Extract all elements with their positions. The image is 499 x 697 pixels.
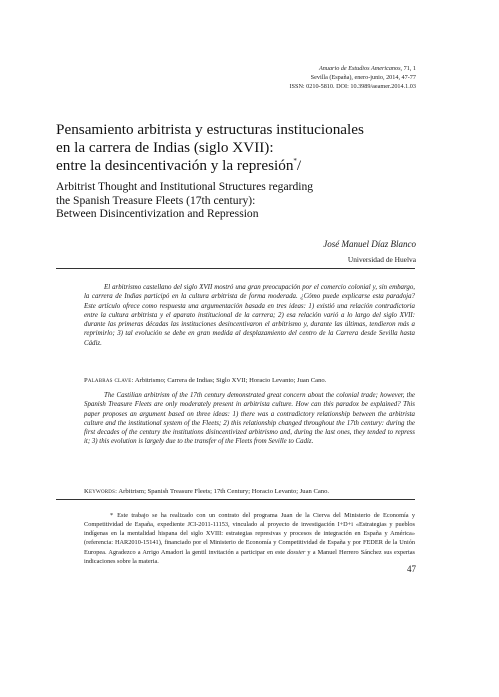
footnote-text-a: Este trabajo se ha realizado con un contrato del programa Juan de la Cierva del Ministerio de Economía y Competitividad de España, expediente JCI-2011-11153, vinculado al proyecto de investigación I+D+i «Estrategias y pueblos indígenas en la mentalidad hispana del siglo XVIII: estrategias represivas y procesos de integración en España y América» (referencia: HAR2010-15141), financiado por el Ministerio de Economía y Competitividad de España y por FEDER de la Unión Europea. Agradezco a Arrigo Amadori la gentil invitación a participar en este [84, 512, 415, 556]
journal-location-issue: Sevilla (España), enero-junio, 2014, 47-77 [310, 74, 416, 82]
author-affiliation: Universidad de Huelva [347, 255, 416, 264]
title-english-line-3: Between Disincentivization and Repression [56, 207, 259, 221]
keywords-spanish-text: Arbitrismo; Carrera de Indias; Siglo XVII; Horacio Levanto; Juan Cano. [134, 377, 327, 384]
journal-identifiers: ISSN: 0210-5810. DOI: 10.3989/aeamer.2014.1.03 [289, 83, 416, 91]
page-number: 47 [407, 564, 416, 574]
footnote [84, 511, 415, 566]
title-spanish-line-3-text: entre la desincentivación y la represión [56, 157, 294, 175]
journal-name-line [156, 64, 416, 73]
abstract-spanish: El arbitrismo castellano del siglo XVII mostró una gran preocupación por el comercio colonial y, sin embargo, la carrera de Indias participó en la cultura arbitrista de forma moderada. ¿Cómo puede explicarse esta paradoja? Este artículo ofrece como respuesta una argumentación basada en tres ideas: 1) existió una relación contradictoria entre la cultura arbitrista y el aparato institucional de la carrera; 2) esa relación varió a lo largo del siglo XVII: durante las primeras décadas las instituciones desincentivaron el arbitrismo y, durante las últimas, tendieron más a reprimirlo; 3) tal evolución se debe en gran medida al desplazamiento del centro de la Carrera desde Sevilla hasta Cádiz. [84, 284, 415, 347]
abstract-english: The Castilian arbitrism of the 17th century demonstrated great concern about the colonial trade; however, the Spanish Treasure Fleets are only moderately present in arbitrista culture. How can this paradox be explained? This paper proposes an argument based on three ideas: 1) there was a contradictory relationship between the arbitrista culture and the institutional system of the Fleets; 2) this relationship changed throughout the 17th century: during the first decades of the century the institutions disincentivized arbitrismo and, during the last ones, they tended to repress it; 3) this evolution is largely due to the transfer of the Fleets from Seville to Cadiz. [84, 392, 415, 446]
keywords-spanish [84, 376, 415, 385]
title-english [56, 180, 426, 221]
title-spanish-tail: / [296, 157, 302, 175]
footnote-mark: * [110, 512, 114, 519]
title-spanish-line-2: en la carrera de Indias (siglo XVII): [56, 139, 274, 157]
journal-name: Anuario de Estudios Americanos [319, 65, 401, 72]
header-divider [56, 268, 415, 269]
keywords-english-text: Arbitrism; Spanish Treasure Fleets; 17th Century; Horacio Levanto; Juan Cano. [118, 488, 330, 495]
title-footnote-mark[interactable]: * [293, 157, 297, 166]
footnote-text-b: y a Manuel Herrero Sánchez sus expertas indicaciones sobre la materia. [84, 548, 416, 565]
author-name: José Manuel Díaz Blanco [323, 239, 416, 249]
footnote-text-italic: dossier [287, 548, 306, 556]
journal-header [156, 64, 416, 92]
abstract-divider [56, 499, 415, 500]
title-english-line-2: the Spanish Treasure Fleets (17th century): [56, 193, 256, 207]
keywords-english [84, 487, 415, 496]
keywords-english-label: Keywords: [84, 488, 118, 495]
journal-volume: , 71, 1 [400, 65, 416, 72]
title-english-line-1: Arbitrist Thought and Institutional Structures regarding [56, 180, 314, 193]
title-spanish-line-1: Pensamiento arbitrista y estructuras institucionales [56, 121, 364, 138]
title-spanish [56, 121, 426, 176]
title-spanish-line-3 [56, 157, 426, 175]
keywords-spanish-label: Palabras clave: [84, 377, 134, 384]
